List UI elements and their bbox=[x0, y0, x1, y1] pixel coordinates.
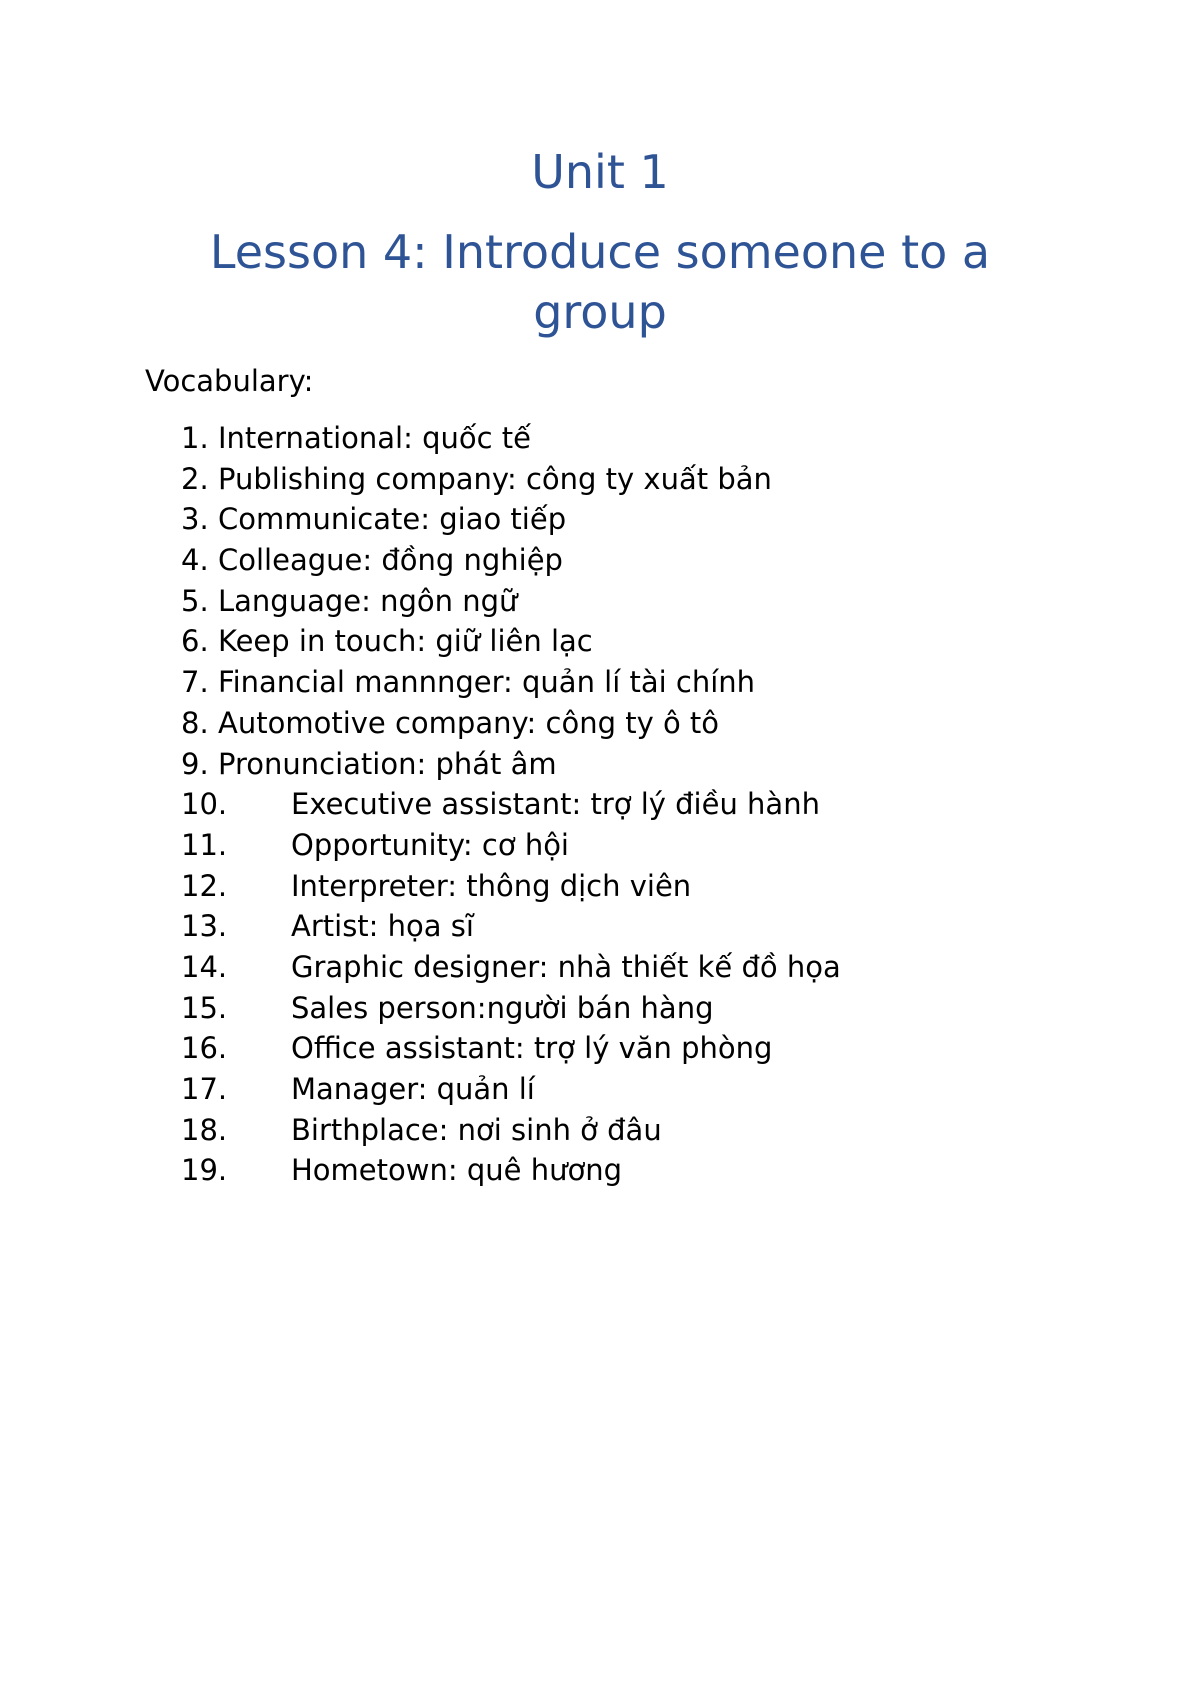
item-number: 3. bbox=[181, 502, 209, 537]
vocabulary-item bbox=[0, 418, 1200, 459]
item-number: 11. bbox=[181, 827, 228, 862]
item-number: 5. bbox=[181, 583, 209, 618]
item-text: Hometown: quê hương bbox=[291, 1153, 622, 1188]
vocabulary-item bbox=[0, 703, 1200, 744]
vocabulary-item bbox=[0, 540, 1200, 581]
item-text: Manager: quản lí bbox=[291, 1072, 535, 1106]
vocabulary-item bbox=[0, 1150, 1200, 1191]
item-text: Automotive company: công ty ô tô bbox=[218, 705, 720, 740]
item-number: 14. bbox=[181, 949, 228, 984]
vocabulary-item bbox=[0, 1069, 1200, 1110]
item-number: 1. bbox=[181, 421, 209, 455]
vocabulary-item bbox=[0, 825, 1200, 866]
item-number: 10. bbox=[181, 787, 228, 822]
item-text: Executive assistant: trợ lý điều hành bbox=[291, 787, 820, 822]
vocabulary-item bbox=[0, 744, 1200, 785]
item-text: Communicate: giao tiếp bbox=[218, 502, 567, 537]
item-text: Sales person:người bán hàng bbox=[291, 990, 714, 1025]
item-text: Financial mannnger: quản lí tài chính bbox=[218, 665, 756, 700]
item-text: Publishing company: công ty xuất bản bbox=[218, 461, 772, 496]
item-number: 19. bbox=[181, 1153, 228, 1188]
vocabulary-item bbox=[0, 866, 1200, 907]
vocabulary-item bbox=[0, 947, 1200, 988]
item-number: 17. bbox=[181, 1072, 228, 1106]
item-number: 12. bbox=[181, 868, 228, 903]
vocabulary-item bbox=[0, 1028, 1200, 1069]
vocabulary-item bbox=[0, 621, 1200, 662]
item-number: 13. bbox=[181, 909, 228, 944]
item-text: Language: ngôn ngữ bbox=[218, 583, 518, 618]
item-text: Interpreter: thông dịch viên bbox=[291, 868, 692, 903]
item-text: Colleague: đồng nghiệp bbox=[218, 543, 563, 578]
item-text: Opportunity: cơ hội bbox=[291, 827, 569, 862]
unit-title: Unit 1 bbox=[531, 145, 669, 199]
vocabulary-item bbox=[0, 988, 1200, 1029]
item-number: 16. bbox=[181, 1031, 228, 1066]
item-text: Pronunciation: phát âm bbox=[218, 746, 557, 781]
item-number: 2. bbox=[181, 461, 209, 496]
item-text: Keep in touch: giữ liên lạc bbox=[218, 624, 593, 659]
item-text: Office assistant: trợ lý văn phòng bbox=[291, 1031, 773, 1066]
item-text: Birthplace: nơi sinh ở đâu bbox=[291, 1112, 662, 1147]
item-number: 15. bbox=[181, 990, 228, 1025]
item-number: 8. bbox=[181, 705, 209, 740]
item-number: 9. bbox=[181, 746, 209, 781]
vocabulary-heading: Vocabulary: bbox=[145, 364, 314, 398]
item-number: 6. bbox=[181, 624, 209, 659]
vocabulary-item bbox=[0, 581, 1200, 622]
vocabulary-item bbox=[0, 459, 1200, 500]
item-number: 7. bbox=[181, 665, 209, 700]
item-text: Artist: họa sĩ bbox=[291, 909, 474, 944]
vocabulary-list bbox=[0, 418, 1200, 1191]
item-text: International: quốc tế bbox=[218, 421, 531, 455]
vocabulary-item bbox=[0, 1110, 1200, 1151]
vocabulary-item bbox=[0, 662, 1200, 703]
vocabulary-item bbox=[0, 499, 1200, 540]
lesson-title: Lesson 4: Introduce someone to a group bbox=[209, 225, 991, 339]
vocabulary-item bbox=[0, 906, 1200, 947]
vocabulary-item bbox=[0, 784, 1200, 825]
item-number: 4. bbox=[181, 543, 209, 578]
item-text: Graphic designer: nhà thiết kế đồ họa bbox=[291, 949, 841, 984]
item-number: 18. bbox=[181, 1112, 228, 1147]
